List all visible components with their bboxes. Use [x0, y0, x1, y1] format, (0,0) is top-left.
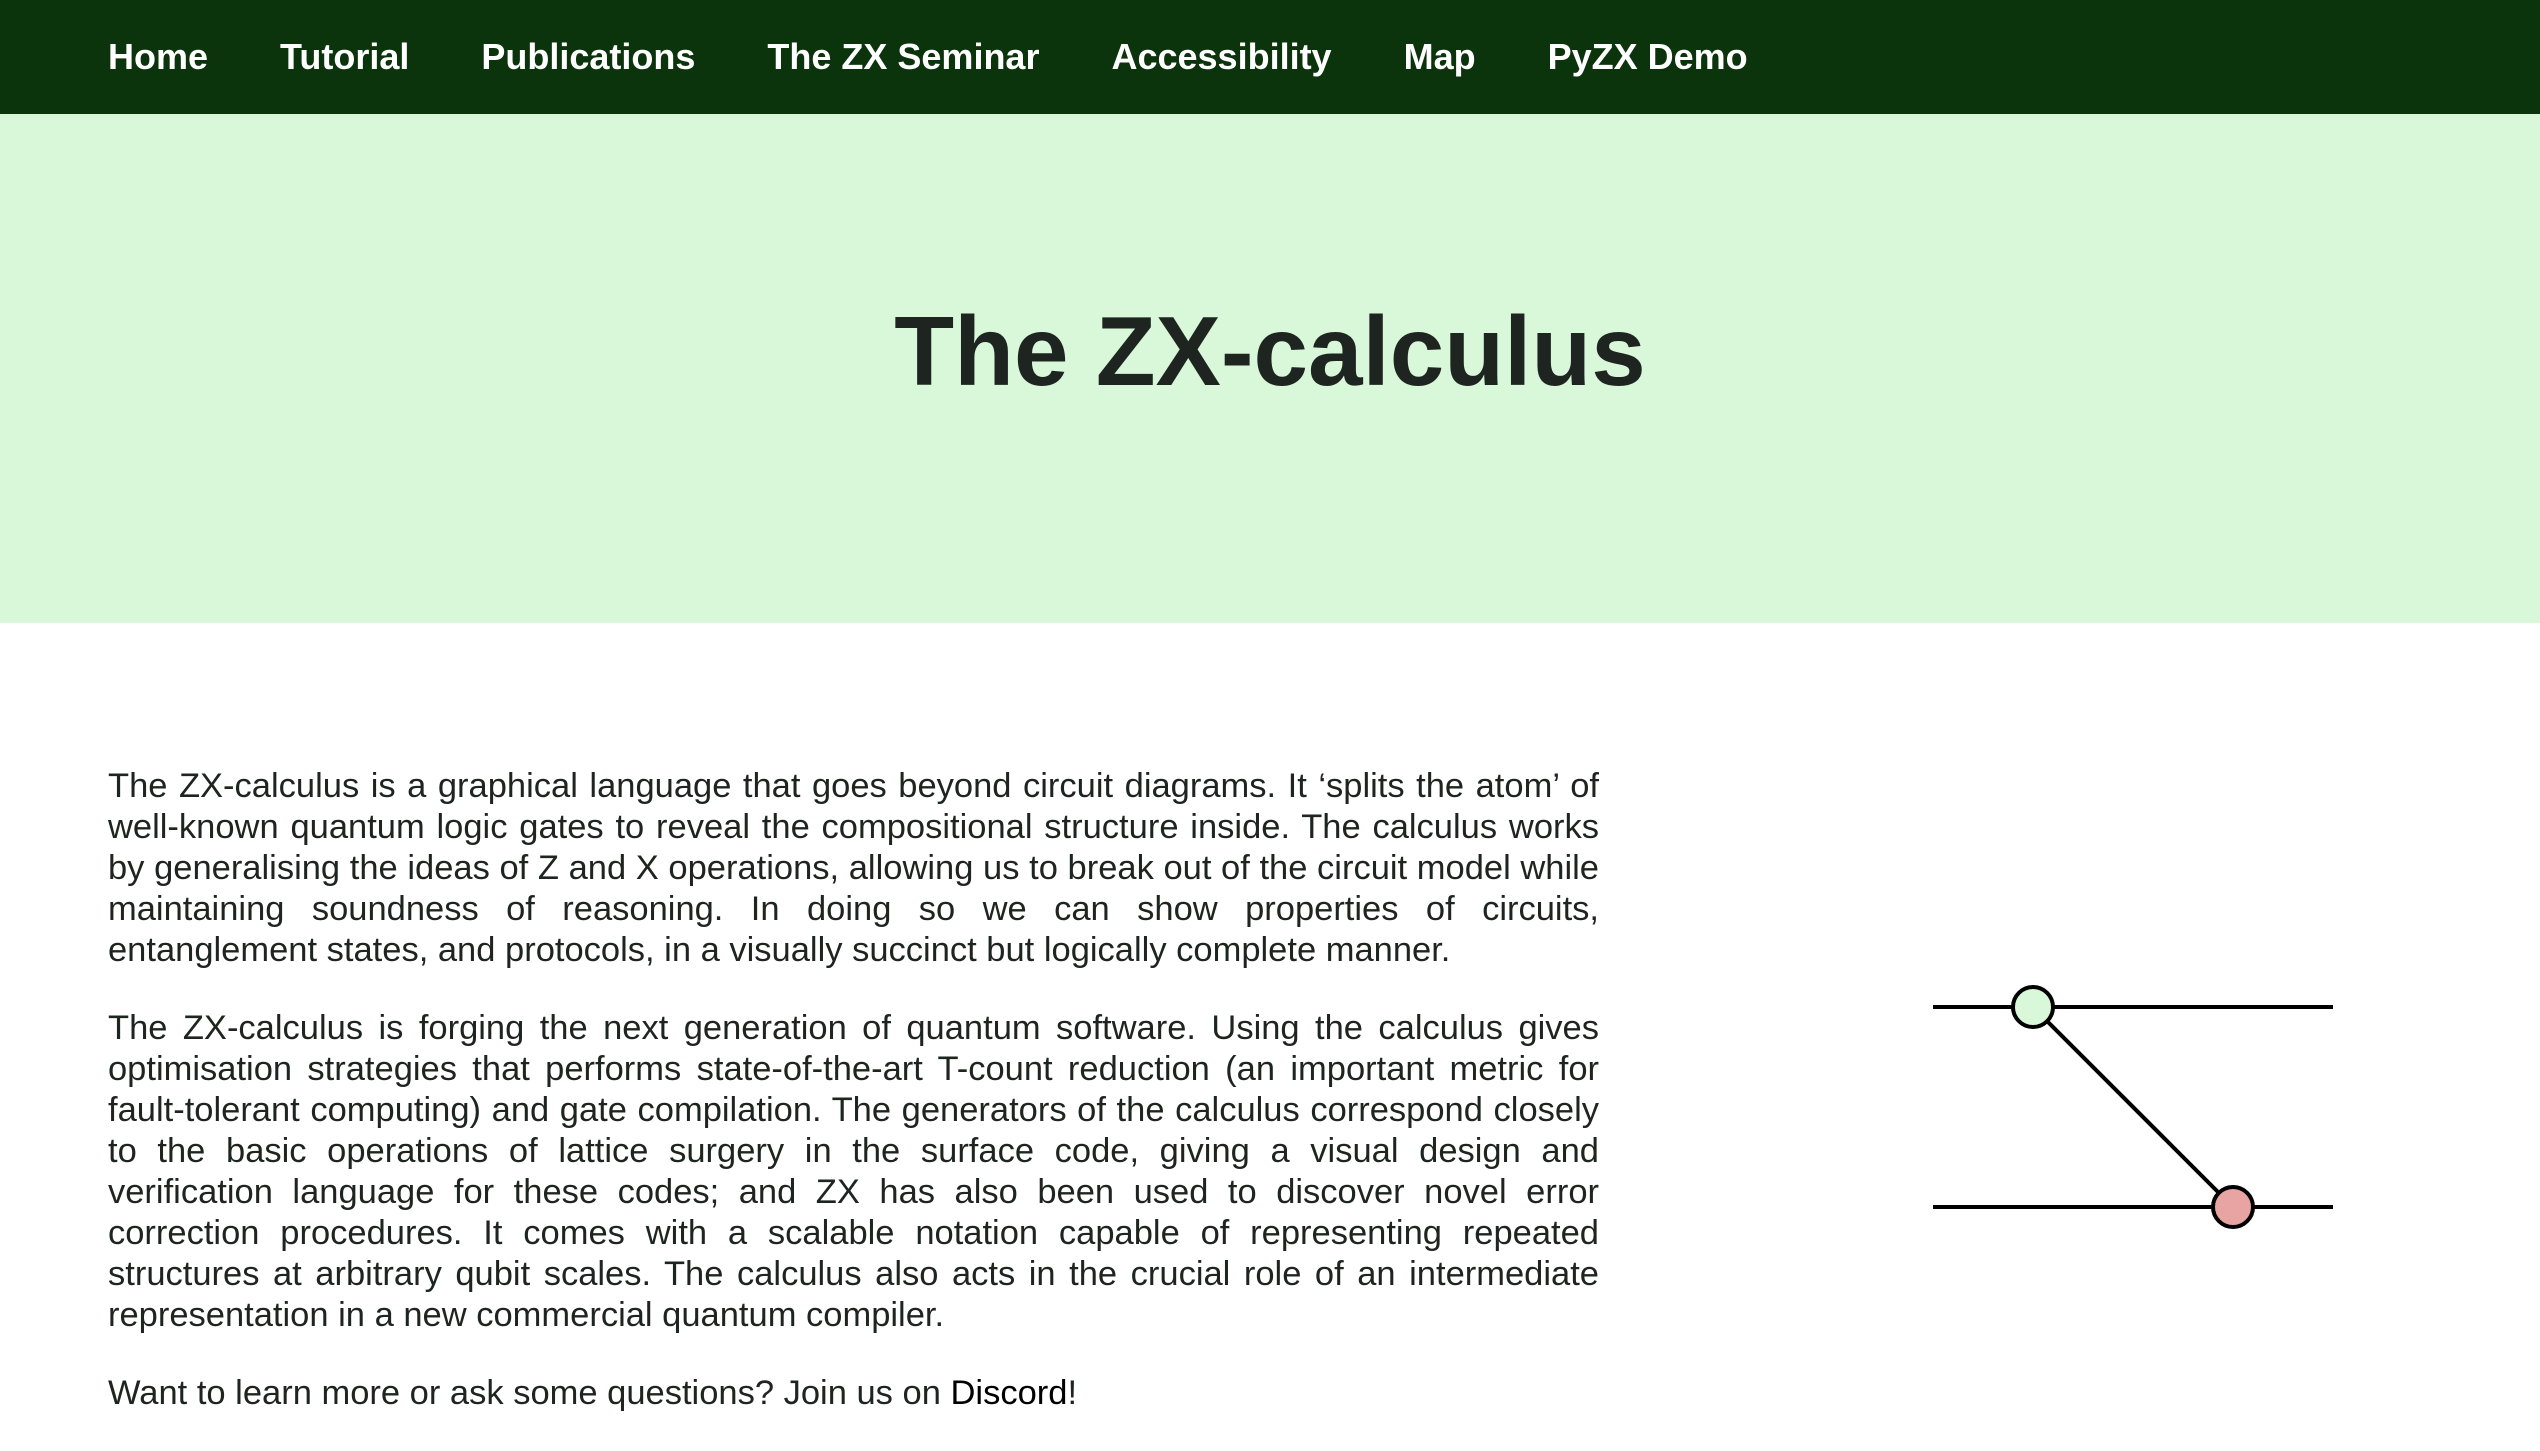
nav-item-map[interactable]: Map — [1403, 36, 1476, 77]
community-text: Want to learn more or ask some questions? Join us on — [108, 1374, 951, 1412]
main-content — [108, 766, 1599, 1451]
nav-item-tutorial[interactable]: Tutorial — [280, 36, 410, 77]
community-text-end: ! — [1067, 1374, 1078, 1412]
hero-banner — [0, 114, 2540, 623]
nav-item-publications[interactable]: Publications — [481, 36, 696, 77]
discord-link[interactable]: Discord — [950, 1374, 1068, 1412]
software-paragraph: The ZX-calculus is forging the next generation of quantum software. Using the calculus gives optimisation strategies that performs state-of-the-art T-count reduction (an important metric for fault-tolerant computing) and gate compilation. The generators of the calculus correspond closely to the basic operations of lattice surgery in the surface code, giving a visual design and verification language for these codes; and ZX has also been used to discover novel error correction procedures. It comes with a scalable notation capable of representing repeated structures at arbitrary qubit scales. The calculus also acts in the crucial role of an intermediate representation in a new commercial quantum compiler. — [108, 1009, 1599, 1334]
community-paragraph — [108, 1373, 1599, 1414]
intro-paragraph: The ZX-calculus is a graphical language that goes beyond circuit diagrams. It ‘splits the atom’ of well-known quantum logic gates to reveal the compositional structure inside. The calculus works by generalising the ideas of Z and X operations, allowing us to break out of the circuit model while maintaining soundness of reasoning. In doing so we can show properties of circuits, entanglement states, and protocols, in a visually succinct but logically complete manner. — [108, 767, 1599, 969]
z-spider-icon — [2013, 987, 2053, 1027]
nav-list — [0, 36, 1820, 78]
nav-item-home[interactable]: Home — [108, 36, 209, 77]
nav-item-accessibility[interactable]: Accessibility — [1111, 36, 1332, 77]
top-navbar — [0, 0, 2540, 114]
connecting-wire — [2033, 1007, 2233, 1207]
nav-item-pyzx-demo[interactable]: PyZX Demo — [1547, 36, 1748, 77]
x-spider-icon — [2213, 1187, 2253, 1227]
nav-item-zx-seminar[interactable]: The ZX Seminar — [767, 36, 1040, 77]
zx-cnot-diagram — [1925, 970, 2345, 1240]
page-title: The ZX-calculus — [894, 296, 1646, 406]
